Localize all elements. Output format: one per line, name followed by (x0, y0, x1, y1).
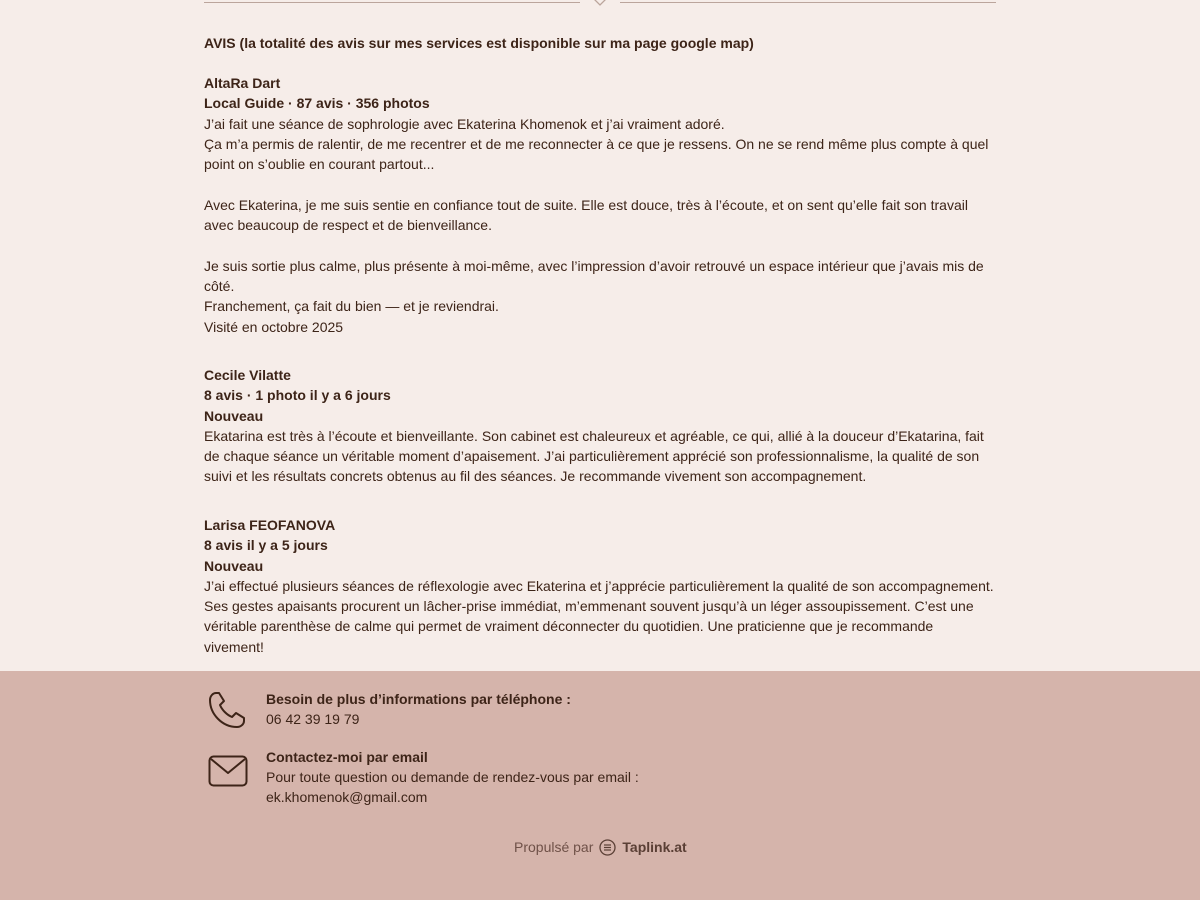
taplink-logo-icon (599, 839, 616, 856)
phone-title: Besoin de plus d’informations par téléphone : (266, 691, 571, 707)
review-paragraph: J’ai fait une séance de sophrologie avec Ekaterina Khomenok et j’ai vraiment adoré. (204, 115, 725, 132)
reviews-heading: AVIS (la totalité des avis sur mes services est disponible sur ma page google map) (204, 35, 754, 51)
review-card (204, 515, 996, 657)
review-visit-date: Visité en octobre 2025 (204, 318, 344, 335)
powered-by-label: Propulsé par (514, 839, 594, 855)
review-spacer (204, 235, 996, 255)
review-paragraph: Je suis sortie plus calme, plus présente à moi-même, avec l’impression d’avoir retrouvé un espace intérieur que j’avais mis de côté. (204, 257, 984, 294)
powered-by[interactable] (514, 837, 687, 857)
reviewer-name: AltaRa Dart (204, 75, 281, 91)
review-paragraph: Avec Ekaterina, je me suis sentie en confiance tout de suite. Elle est douce, très à l’écoute, et on sent qu’elle fait son travail avec beaucoup de respect et de bienveillance. (204, 196, 968, 234)
review-paragraph: Franchement, ça fait du bien — et je reviendrai. (204, 298, 499, 315)
reviewer-meta: 8 avis il y a 5 jours (204, 537, 328, 554)
reviewer-meta: 8 avis · 1 photo il y a 6 jours (204, 387, 391, 404)
review-card (204, 365, 996, 487)
email-contact (266, 747, 639, 807)
section-divider (204, 0, 996, 14)
review-badge: Nouveau (204, 407, 264, 424)
phone-number-link[interactable]: 06 42 39 19 79 (266, 711, 360, 727)
review-badge: Nouveau (204, 557, 264, 574)
phone-icon[interactable] (208, 690, 246, 730)
email-title: Contactez-moi par email (266, 749, 428, 765)
review-spacer (204, 174, 996, 194)
review-card (204, 73, 996, 337)
phone-contact (266, 689, 571, 729)
divider-chevron-icon (591, 0, 609, 8)
email-address-link[interactable]: ek.khomenok@gmail.com (266, 789, 428, 805)
review-text (204, 114, 996, 337)
envelope-icon[interactable] (208, 755, 248, 787)
email-description: Pour toute question ou demande de rendez-vous par email : (266, 769, 639, 785)
review-paragraph: Ekatarina est très à l’écoute et bienveillante. Son cabinet est chaleureux et agréable, ce qui, allié à la douceur d’Ekatarina, fait de chaque séance un véritable moment d’apaisement. J’ai particulièrement apprécié son professionnalisme, la qualité de son suivi et les résultats concrets obtenus au fil des séances. Je recommande vivement son accompagnement. (204, 427, 984, 485)
taplink-brand: Taplink.at (622, 839, 687, 855)
reviewer-name: Cecile Vilatte (204, 367, 291, 383)
review-paragraph: J’ai effectué plusieurs séances de réflexologie avec Ekaterina et j’apprécie particulièrement la qualité de son accompagnement. Ses gestes apaisants procurent un lâcher-prise immédiat, m’emmenant souvent jusqu’à un léger assoupissement. C’est une véritable parenthèse de calme qui permet de vraiment déconnecter du quotidien. Une praticienne que je recommande vivement! (204, 577, 994, 655)
reviewer-meta: Local Guide · 87 avis · 356 photos (204, 95, 430, 112)
reviewer-name: Larisa FEOFANOVA (204, 517, 336, 533)
review-paragraph: Ça m’a permis de ralentir, de me recentrer et de me reconnecter à ce que je ressens. On ne se rend même plus compte à quel point on s’oublie en courant partout... (204, 135, 989, 173)
